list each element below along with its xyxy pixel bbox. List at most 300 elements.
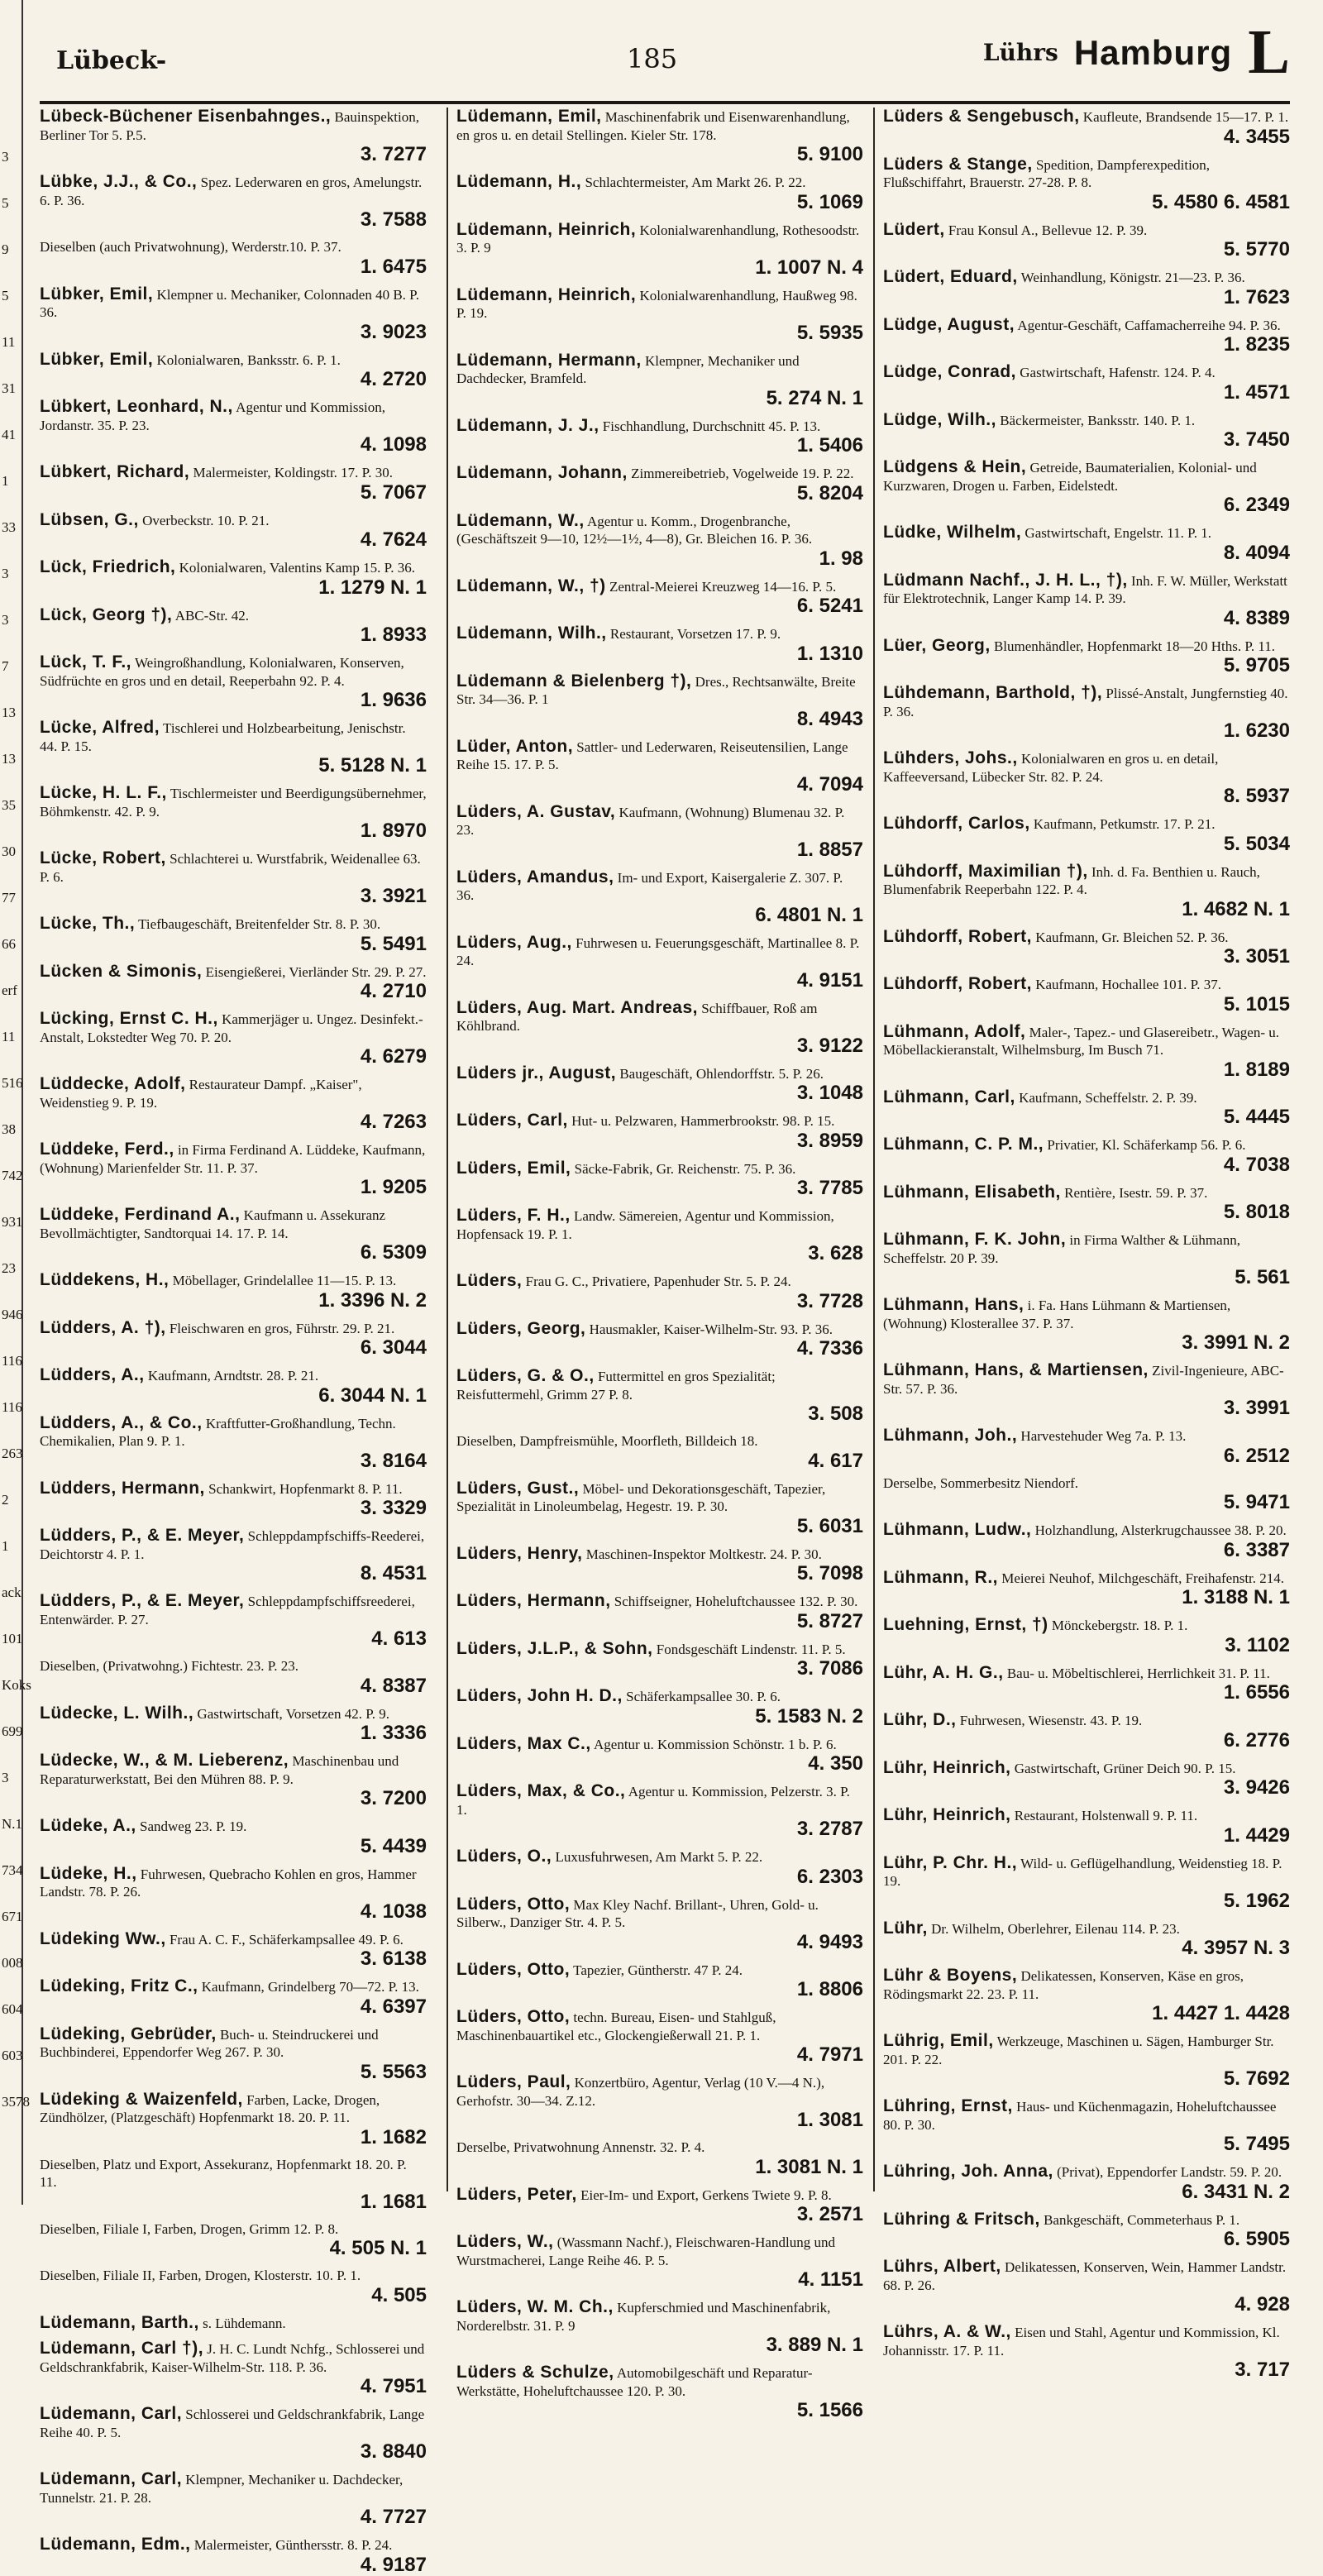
- entry-name: Lüdemann, Carl,: [40, 2469, 183, 2488]
- directory-entry: [883, 1023, 1290, 1081]
- entry-name: Lüders, John H. D.,: [456, 1686, 623, 1705]
- entry-details: Tapezier, Güntherstr. 47 P. 24.: [573, 1962, 743, 1978]
- directory-entry: [456, 868, 863, 926]
- directory-entry: [40, 963, 427, 1003]
- directory-entry: [883, 2097, 1290, 2155]
- entry-details: Farben, Lacke, Drogen, Zündhölzer, (Platzgeschäft) Hopfenmarkt 18. 20. P. 11.: [40, 2091, 380, 2125]
- entry-details: Maler-, Tapez.- und Glasereibetr., Wagen- u. Möbellackieranstalt, Wilhelmsburg, Im Busch 71.: [883, 1024, 1279, 1058]
- directory-entry: [40, 1865, 427, 1923]
- entry-details: Tischlerei und Holzbearbeitung, Jenischstr. 44. P. 15.: [40, 720, 406, 754]
- directory-entry: [40, 1704, 427, 1745]
- entry-details: Klempner u. Mechaniker, Colonnaden 40 B. P. 36.: [40, 286, 420, 320]
- entry-name: Lübeck-Büchener Eisenbahnges.,: [40, 107, 332, 126]
- margin-fragment: Koks: [2, 1677, 31, 1693]
- entry-name: Lück, T. F.,: [40, 652, 132, 671]
- directory-entry: [456, 512, 863, 570]
- entry-phone: 1. 6230: [1223, 719, 1290, 742]
- directory-entry: [40, 2405, 427, 2463]
- entry-phone: 6. 2776: [1223, 1728, 1290, 1752]
- entry-details: Baugeschäft, Ohlendorffstr. 5. P. 26.: [619, 1065, 824, 1082]
- entry-name: Lüdders, P., & E. Meyer,: [40, 1526, 245, 1545]
- entry-phone: 5. 1583 N. 2: [755, 1704, 863, 1728]
- entry-details: Gastwirtschaft, Hafenstr. 124. P. 4.: [1020, 365, 1216, 380]
- entry-name: Lüders, Paul,: [456, 2072, 571, 2091]
- directory-entry: [456, 1207, 863, 1264]
- margin-fragment: 604: [2, 2001, 23, 2017]
- entry-details: Plissé-Anstalt, Jungfernstieg 40. P. 36.: [883, 686, 1288, 719]
- directory-entry: [883, 1711, 1290, 1752]
- entry-phone: 3. 717: [1235, 2359, 1290, 2381]
- directory-entry: [40, 784, 427, 842]
- entry-phone: 4. 613: [371, 1627, 427, 1650]
- entry-details: Eisengießerei, Vierländer Str. 29. P. 27.: [205, 963, 427, 980]
- entry-phone: 6. 2349: [1223, 494, 1290, 516]
- entry-details: Zentral-Meierei Kreuzweg 14—16. P. 5.: [609, 578, 837, 595]
- entry-phone: 5. 5563: [360, 2060, 427, 2083]
- directory-entry: [40, 1657, 427, 1697]
- entry-details: Sattler- und Lederwaren, Reiseutensilien, Lange Reihe 15. 17. P. 5.: [456, 738, 848, 772]
- margin-fragment: 742: [2, 1168, 23, 1183]
- directory-entry: [456, 108, 863, 165]
- entry-details: Landw. Sämereien, Agentur und Kommission, Hopfensack 19. P. 1.: [456, 1208, 834, 1242]
- directory-entry: [456, 624, 863, 665]
- entry-name: Lühmann, C. P. M.,: [883, 1135, 1044, 1154]
- entry-name: Lüders & Schulze,: [456, 2363, 614, 2382]
- entry-phone: 4. 8387: [360, 1674, 427, 1697]
- entry-phone: 4. 9493: [796, 1930, 863, 1953]
- directory-entry: [883, 1616, 1290, 1656]
- entry-phone: 5. 8727: [796, 1609, 863, 1632]
- directory-entry: [40, 463, 427, 504]
- entry-details: Gastwirtschaft, Grüner Deich 90. P. 15.: [1014, 1760, 1236, 1776]
- entry-phone: 5. 561: [1235, 1266, 1290, 1288]
- entry-phone: 4. 3957 N. 3: [1182, 1937, 1290, 1959]
- entry-phone: 4. 505: [371, 2283, 427, 2306]
- margin-fragment: 603: [2, 2048, 23, 2063]
- entry-phone: 5. 9100: [796, 143, 863, 165]
- entry-name: Lüdemann, Barth.,: [40, 2312, 199, 2332]
- directory-entry: [40, 285, 427, 343]
- entry-details: Kaufmann, Gr. Bleichen 52. P. 36.: [1035, 929, 1229, 945]
- directory-entry: [883, 411, 1290, 452]
- entry-name: Lüders, Max, & Co.,: [456, 1781, 626, 1800]
- directory-entry: [456, 2139, 863, 2178]
- entry-details: Maschinenbau und Reparaturwerkstatt, Bei den Mühren 88. P. 9.: [40, 1753, 399, 1787]
- entry-details: Fuhrwesen u. Feuerungsgeschäft, Martinallee 8. P. 24.: [456, 934, 860, 968]
- entry-phone: 5. 4580 6. 4581: [1152, 190, 1290, 213]
- entry-phone: 1. 8857: [796, 838, 863, 861]
- directory-entry: [40, 1527, 427, 1584]
- directory-entry: [883, 1759, 1290, 1799]
- margin-fragment: 31: [2, 380, 16, 396]
- directory-entry: [883, 1919, 1290, 1960]
- margin-fragment: 116: [2, 1399, 22, 1415]
- entry-phone: 5. 7098: [796, 1562, 863, 1584]
- directory-entry: [456, 738, 863, 796]
- entry-name: Lüdemann, Carl,: [40, 2404, 183, 2423]
- entry-details: Restaurant, Vorsetzen 17. P. 9.: [609, 626, 781, 642]
- entry-name: Lühmann, Hans,: [883, 1295, 1024, 1314]
- entry-name: Lüders, W. M. Ch.,: [456, 2297, 614, 2316]
- directory-entry: [883, 1135, 1290, 1176]
- entry-phone: 1. 1681: [360, 2190, 427, 2213]
- entry-name: Lüdemann, Carl †),: [40, 2339, 204, 2358]
- entry-details: Haus- und Küchenmagazin, Hoheluftchaussee 80. P. 30.: [883, 2099, 1277, 2133]
- entry-phone: 6. 4801 N. 1: [755, 903, 863, 926]
- entry-details: Rentière, Isestr. 59. P. 37.: [1064, 1184, 1208, 1201]
- entry-phone: 4. 1098: [360, 433, 427, 456]
- entry-phone: 6. 2512: [1223, 1444, 1290, 1467]
- entry-name: Lüdemann & Bielenberg †),: [456, 671, 692, 691]
- entry-details: Zivil-Ingenieure, ABC-Str. 57. P. 36.: [883, 1363, 1284, 1397]
- directory-entry: [40, 511, 427, 552]
- entry-details: Dieselben, Filiale II, Farben, Drogen, Klosterstr. 10. P. 1.: [40, 2268, 361, 2283]
- entry-phone: 1. 7623: [1223, 285, 1290, 308]
- entry-name: Lüders & Stange,: [883, 154, 1033, 174]
- entry-phone: 1. 8235: [1223, 333, 1290, 356]
- entry-phone: 3. 7588: [360, 208, 427, 231]
- entry-details: Weingroßhandlung, Kolonialwaren, Konserven, Südfrüchte en gros und en detail, Reeperbahn 92. P. 4.: [40, 655, 404, 689]
- entry-phone: 3. 2787: [796, 1818, 863, 1840]
- entry-phone: 1. 1682: [360, 2125, 427, 2148]
- entry-name: Lübker, Emil,: [40, 349, 154, 369]
- directory-entry: [456, 1432, 863, 1472]
- entry-details: Dieselben, Filiale I, Farben, Drogen, Grimm 12. P. 8.: [40, 2220, 339, 2237]
- entry-details: Bau- u. Möbeltischlerei, Herrlichkeit 31. P. 11.: [1006, 1665, 1270, 1681]
- entry-name: Lührs, Albert,: [883, 2257, 1001, 2276]
- entry-name: Lühring, Joh. Anna,: [883, 2162, 1053, 2181]
- directory-entry: [456, 286, 863, 344]
- entry-details: Blumenhändler, Hopfenmarkt 18—20 Hths. P. 11.: [993, 638, 1276, 654]
- entry-phone: 4. 7038: [1223, 1153, 1290, 1176]
- directory-entry: [883, 155, 1290, 213]
- directory-entry: [456, 2298, 863, 2356]
- entry-details: Hausmakler, Kaiser-Wilhelm-Str. 93. P. 36.: [589, 1321, 833, 1337]
- entry-name: Lüdeke, H.,: [40, 1863, 137, 1883]
- entry-details: Gastwirtschaft, Engelstr. 11. P. 1.: [1024, 525, 1211, 541]
- directory-entry: [40, 238, 427, 278]
- entry-name: Lücke, H. L. F.,: [40, 783, 167, 802]
- margin-fragment: 699: [2, 1723, 23, 1739]
- entry-phone: 1. 4429: [1223, 1823, 1290, 1847]
- directory-entry: [40, 1977, 427, 2018]
- entry-phone: 3. 3329: [360, 1497, 427, 1519]
- entry-phone: 3. 9426: [1223, 1776, 1290, 1799]
- entry-details: Säcke-Fabrik, Gr. Reichenstr. 75. P. 36.: [574, 1160, 796, 1177]
- entry-name: Lücke, Th.,: [40, 914, 136, 933]
- entry-phone: 5. 5491: [360, 932, 427, 955]
- entry-name: Lüders, Otto,: [456, 2007, 571, 2026]
- entry-details: Schiffseigner, Hoheluftchaussee 132. P. 30.: [614, 1594, 858, 1609]
- entry-phone: 3. 1102: [1225, 1633, 1290, 1656]
- entry-name: Lüdemann, J. J.,: [456, 415, 599, 435]
- directory-entry: [40, 173, 427, 231]
- entry-name: Lüders,: [456, 1271, 523, 1290]
- entry-name: Lübkert, Richard,: [40, 462, 190, 481]
- entry-phone: 1. 8933: [360, 624, 427, 646]
- entry-phone: 6. 5905: [1223, 2228, 1290, 2250]
- entry-details: Restaurant, Holstenwall 9. P. 11.: [1014, 1808, 1198, 1823]
- entry-name: Lüders, A. Gustav,: [456, 801, 616, 821]
- entry-name: Lücke, Alfred,: [40, 718, 160, 737]
- directory-entry: [883, 815, 1290, 855]
- entry-details: Agentur u. Kommission Schönstr. 1 b. P. 6.: [594, 1736, 837, 1752]
- margin-fragment: 671: [2, 1909, 23, 1924]
- entry-phone: 4. 7624: [360, 528, 427, 551]
- margin-fragment: 33: [2, 519, 16, 535]
- entry-details: Zimmereibetrieb, Vogelweide 19. P. 22.: [631, 466, 854, 481]
- directory-entry: [40, 1752, 427, 1809]
- entry-phone: 5. 8204: [796, 481, 863, 504]
- entry-phone: 3. 7200: [360, 1787, 427, 1809]
- margin-fragment: erf: [2, 982, 17, 998]
- header-rule: [40, 101, 1290, 104]
- entry-phone: 3. 3921: [360, 885, 427, 907]
- entry-details: Möbel- und Dekorationsgeschäft, Tapezier, Spezialität in Linoleumbelag, Hegestr. 19. P. 30.: [456, 1480, 826, 1514]
- entry-details: Hut- u. Pelzwaren, Hammerbrookstr. 98. P. 15.: [571, 1113, 835, 1129]
- entry-details: Delikatessen, Konserven, Käse en gros, Rödingsmarkt 22. 23. P. 11.: [883, 1968, 1244, 2002]
- entry-phone: 8. 4943: [796, 707, 863, 730]
- entry-name: Lüdeking, Fritz C.,: [40, 1976, 198, 1995]
- directory-entry: [40, 398, 427, 456]
- entry-details: Overbeckstr. 10. P. 21.: [142, 512, 270, 528]
- directory-entry: [883, 1967, 1290, 2024]
- entry-name: Lüders, Aug. Mart. Andreas,: [456, 997, 698, 1017]
- directory-entry: [883, 2032, 1290, 2090]
- entry-details: Kolonialwaren, Valentins Kamp 15. P. 36.: [179, 560, 415, 576]
- entry-phone: 4. 7094: [796, 772, 863, 796]
- entry-name: Lüer, Georg,: [883, 635, 991, 655]
- directory-entry: [40, 2470, 427, 2528]
- entry-phone: 4. 7336: [796, 1337, 863, 1360]
- entry-details: Kaufleute, Brandsende 15—17. P. 1.: [1082, 109, 1289, 125]
- directory-entry: [456, 1479, 863, 1537]
- entry-details: Holzhandlung, Alsterkrugchaussee 38. P. 20.: [1034, 1522, 1287, 1538]
- entry-name: Lüdge, Wilh.,: [883, 409, 996, 429]
- entry-phone: 1. 1310: [796, 642, 863, 665]
- entry-details: i. Fa. Hans Lühmann & Martiensen, (Wohnung) Klosterallee 37. P. 37.: [883, 1298, 1231, 1331]
- entry-phone: 5. 5770: [1223, 238, 1290, 260]
- entry-phone: 4. 2720: [360, 368, 427, 390]
- entry-name: Lüders, Otto,: [456, 1959, 571, 1979]
- entry-details: Restaurateur Dampf. „Kaiser", Weidenstieg 9. P. 19.: [40, 1077, 362, 1111]
- entry-name: Lüder, Anton,: [456, 736, 574, 756]
- directory-entry: [40, 1592, 427, 1650]
- entry-name: Lüdeking, Gebrüder,: [40, 2024, 217, 2043]
- entry-details: Schlosserei und Geldschrankfabrik, Lange Reihe 40. P. 5.: [40, 2406, 425, 2440]
- entry-details: Kaufmann u. Assekuranz Bevollmächtigter, Sandtorquai 14. 17. P. 14.: [40, 1207, 386, 1241]
- entry-name: Lücken & Simonis,: [40, 961, 203, 981]
- margin-fragment: 23: [2, 1260, 16, 1276]
- entry-details: Im- und Export, Kaisergalerie Z. 307. P. 36.: [456, 869, 843, 903]
- directory-entry: [883, 975, 1290, 1016]
- entry-details: Kaufmann, Hochallee 101. P. 37.: [1035, 977, 1221, 992]
- left-margin-fragments: [0, 0, 31, 2205]
- entry-phone: 1. 3188 N. 1: [1182, 1586, 1290, 1608]
- directory-entry: [456, 2363, 863, 2421]
- entry-details: Kolonialwarenhandlung, Haußweg 98. P. 19.: [456, 287, 857, 321]
- entry-phone: 1. 8970: [360, 820, 427, 842]
- entry-details: Malermeister, Koldingstr. 17. P. 30.: [193, 465, 394, 480]
- entry-details: Spedition, Dampferexpedition, Flußschiffahrt, Brauerstr. 27-28. P. 8.: [883, 156, 1211, 190]
- entry-phone: 4. 6397: [360, 1995, 427, 2018]
- margin-fragment: 946: [2, 1307, 23, 1322]
- entry-name: Lühr & Boyens,: [883, 1966, 1018, 1985]
- entry-details: techn. Bureau, Eisen- und Stahlguß, Maschinenbauartikel etc., Glockengießerwall 21. P. 1.: [456, 2010, 776, 2043]
- entry-name: Lühmann, Joh.,: [883, 1426, 1018, 1445]
- entry-name: Lühmann, Carl,: [883, 1087, 1015, 1106]
- entry-details: Derselbe, Sommerbesitz Niendorf.: [883, 1474, 1079, 1491]
- directory-entry: [883, 363, 1290, 404]
- entry-details: Wild- u. Geflügelhandlung, Weidenstieg 18. P. 19.: [883, 1855, 1282, 1889]
- entry-details: Bankgeschäft, Commeterhaus P. 1.: [1044, 2211, 1240, 2228]
- entry-name: Lüders, Max C.,: [456, 1733, 591, 1753]
- entry-name: Lüddecke, Adolf,: [40, 1074, 186, 1093]
- entry-details: Dr. Wilhelm, Oberlehrer, Eilenau 114. P. 23.: [931, 1920, 1180, 1937]
- directory-entry: [40, 2535, 427, 2576]
- directory-entry: [456, 351, 863, 409]
- entry-details: (Privat), Eppendorfer Landstr. 59. P. 20.: [1057, 2164, 1282, 2180]
- directory-entry: [40, 351, 427, 391]
- entry-name: Lüdert,: [883, 219, 945, 239]
- directory-entry: [456, 1895, 863, 1953]
- entry-details: Meierei Neuhof, Milchgeschäft, Freihafenstr. 214.: [1001, 1570, 1285, 1586]
- entry-details: Kaufmann, Petkumstr. 17. P. 21.: [1033, 816, 1216, 832]
- entry-phone: 6. 5241: [796, 595, 863, 617]
- entry-details: Frau Konsul A., Bellevue 12. P. 39.: [948, 222, 1148, 238]
- entry-phone: 1. 3396 N. 2: [318, 1288, 427, 1312]
- entry-details: Kaufmann, (Wohnung) Blumenau 32. P. 23.: [456, 804, 845, 838]
- entry-details: Buch- u. Steindruckerei und Buchbinderei, Eppendorfer Weg 267. P. 30.: [40, 2026, 379, 2060]
- entry-details: Dieselben, Platz und Export, Assekuranz, Hopfenmarkt 18. 20. P. 11.: [40, 2156, 407, 2190]
- entry-name: Lüdemann, Emil,: [456, 107, 602, 126]
- entry-details: Klempner, Mechaniker und Dachdecker, Bramfeld.: [456, 352, 800, 386]
- entry-phone: 1. 8189: [1223, 1058, 1290, 1081]
- directory-entry: [883, 571, 1290, 629]
- entry-name: Lühdorff, Robert,: [883, 926, 1032, 946]
- entry-phone: 4. 3455: [1223, 125, 1290, 148]
- entry-details: Frau G. C., Privatiere, Papenhuder Str. 5. P. 24.: [525, 1274, 791, 1289]
- entry-name: Lüdemann, Johann,: [456, 463, 628, 482]
- entry-phone: 8. 4094: [1223, 541, 1290, 564]
- entry-phone: 8. 5937: [1223, 785, 1290, 807]
- directory-entry: [40, 719, 427, 777]
- entry-name: Lüdmann Nachf., J. H. L., †),: [883, 570, 1128, 590]
- entry-phone: 5. 1015: [1223, 992, 1290, 1016]
- directory-entry: [40, 1414, 427, 1472]
- entry-phone: 3. 7728: [796, 1289, 863, 1312]
- entry-phone: 5. 1566: [796, 2399, 863, 2421]
- margin-fragment: 116: [2, 1353, 22, 1369]
- entry-details: Klempner, Mechaniker u. Dachdecker, Tunnelstr. 21. P. 28.: [40, 2472, 404, 2506]
- entry-name: Lüddekens, H.,: [40, 1270, 170, 1289]
- entry-phone: 6. 5309: [360, 1241, 427, 1264]
- margin-fragment: 77: [2, 890, 16, 906]
- entry-details: (Wassmann Nachf.), Fleischwaren-Handlung und Wurstmacherei, Lange Reihe 46. P. 5.: [456, 2234, 835, 2268]
- entry-name: Lühdorff, Robert,: [883, 974, 1032, 993]
- entry-phone: 3. 8959: [796, 1129, 863, 1152]
- entry-name: Lüdecke, W., & M. Lieberenz,: [40, 1751, 289, 1770]
- margin-fragment: 3: [2, 566, 9, 581]
- directory-entry: [456, 1687, 863, 1728]
- entry-details: Inh. d. Fa. Benthien u. Rauch, Blumenfabrik Reeperbahn 122. P. 4.: [883, 863, 1260, 897]
- margin-fragment: 7: [2, 658, 9, 674]
- margin-fragment: 3: [2, 612, 9, 628]
- entry-phone: 3. 3051: [1223, 945, 1290, 968]
- entry-phone: 3. 1048: [796, 1082, 863, 1104]
- entry-details: Kaufmann, Arndtstr. 28. P. 21.: [147, 1368, 319, 1384]
- entry-phone: 6. 3044 N. 1: [318, 1384, 427, 1407]
- entry-phone: 5. 4439: [360, 1834, 427, 1857]
- directory-entry: [883, 523, 1290, 564]
- directory-entry: [456, 1545, 863, 1585]
- entry-phone: 5. 5034: [1223, 832, 1290, 855]
- entry-name: Lüdgens & Hein,: [883, 457, 1027, 476]
- entry-details: Bäckermeister, Banksstr. 140. P. 1.: [1000, 412, 1196, 428]
- entry-phone: 6. 3387: [1223, 1538, 1290, 1561]
- entry-phone: 8. 4531: [360, 1562, 427, 1584]
- entry-phone: 3. 7450: [1223, 428, 1290, 451]
- entry-name: Lüdeke, A.,: [40, 1816, 136, 1835]
- entry-phone: 5. 1069: [796, 190, 863, 213]
- entry-details: s. Lühdemann.: [203, 2315, 286, 2331]
- entry-phone: 3. 628: [808, 1242, 863, 1264]
- entry-details: Kolonialwaren, Banksstr. 6. P. 1.: [156, 351, 341, 368]
- margin-fragment: 101: [2, 1631, 23, 1646]
- entry-details: Dieselben (auch Privatwohnung), Werderstr.10. P. 37.: [40, 239, 341, 255]
- entry-name: Lühmann, F. K. John,: [883, 1230, 1067, 1249]
- entry-details: Schleppdampfschiffs-Reederei, Deichtorstr 4. P. 1.: [40, 1528, 425, 1562]
- entry-phone: 4. 9187: [360, 2553, 427, 2576]
- entry-name: Lüdders, P., & E. Meyer,: [40, 1591, 245, 1610]
- directory-entry: [456, 1640, 863, 1680]
- entry-phone: 5. 4445: [1223, 1106, 1290, 1128]
- directory-entry: [883, 1427, 1290, 1467]
- entry-phone: 6. 3044: [360, 1336, 427, 1359]
- entry-phone: 4. 1038: [360, 1900, 427, 1923]
- entry-name: Lüders, Henry,: [456, 1543, 583, 1563]
- directory-entry: [40, 2339, 427, 2397]
- entry-details: Maschinenfabrik und Eisenwarenhandlung, en gros u. en detail Stellingen. Kieler Str. 178.: [456, 109, 850, 143]
- entry-phone: 3. 3991 N. 2: [1182, 1331, 1290, 1354]
- margin-fragment: 41: [2, 427, 16, 442]
- entry-details: Weinhandlung, Königstr. 21—23. P. 36.: [1020, 270, 1245, 285]
- entry-name: Lüdemann, W., †): [456, 576, 606, 595]
- entry-name: Lüders, Hermann,: [456, 1591, 611, 1610]
- entry-details: Inh. F. W. Müller, Werkstatt für Elektrotechnik, Langer Kamp 14. P. 39.: [883, 572, 1287, 606]
- entry-phone: 3. 889 N. 1: [766, 2334, 863, 2356]
- entry-details: Getreide, Baumaterialien, Kolonial- und Kurzwaren, Drogen u. Farben, Eidelstedt.: [883, 460, 1257, 494]
- entry-phone: 1. 3081 N. 1: [755, 2155, 863, 2178]
- entry-name: Lühders, Johs.,: [883, 748, 1018, 767]
- directory-entry: [40, 606, 427, 647]
- directory-entry: [883, 1664, 1290, 1704]
- entry-name: Lühr,: [883, 1918, 928, 1938]
- directory-entry: [883, 1361, 1290, 1419]
- directory-entry: [883, 2163, 1290, 2203]
- entry-phone: 3. 2571: [796, 2203, 863, 2225]
- entry-phone: 4. 350: [808, 1752, 863, 1775]
- entry-details: Kaufmann, Scheffelstr. 2. P. 39.: [1019, 1089, 1197, 1106]
- entry-details: ABC-Str. 42.: [174, 607, 249, 624]
- directory-entry: [40, 1366, 427, 1407]
- entry-phone: 3. 7277: [360, 143, 427, 165]
- entry-name: Lüdders, A. †),: [40, 1317, 166, 1337]
- margin-fragment: 30: [2, 844, 16, 859]
- entry-name: Lüdemann, Wilh.,: [456, 624, 607, 643]
- entry-details: in Firma Walther & Lühmann, Scheffelstr. 20 P. 39.: [883, 1232, 1240, 1266]
- directory-entry: [883, 1183, 1290, 1224]
